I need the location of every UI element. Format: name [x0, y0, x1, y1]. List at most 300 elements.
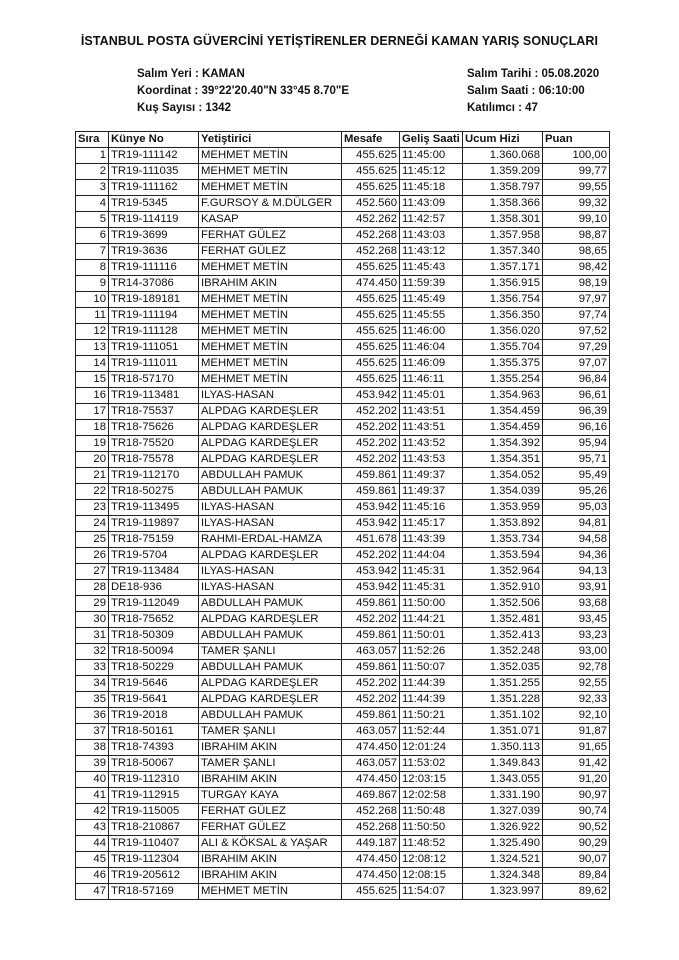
- cell-distance: 455.625: [342, 164, 400, 180]
- table-row: [76, 580, 610, 596]
- cell-points: 92,55: [543, 676, 610, 692]
- cell-points: 90,74: [543, 804, 610, 820]
- cell-rank: 36: [76, 708, 109, 724]
- cell-points: 95,26: [543, 484, 610, 500]
- cell-distance: 452.268: [342, 228, 400, 244]
- cell-speed: 1.354.351: [463, 452, 543, 468]
- cell-ring-no: TR19-112049: [109, 596, 199, 612]
- cell-points: 91,65: [543, 740, 610, 756]
- cell-speed: 1.354.039: [463, 484, 543, 500]
- cell-breeder: MEHMET METİN: [199, 884, 342, 900]
- cell-arrival-time: 11:44:39: [400, 676, 463, 692]
- table-body: [76, 148, 610, 900]
- table-row: [76, 820, 610, 836]
- cell-rank: 30: [76, 612, 109, 628]
- cell-speed: 1.352.481: [463, 612, 543, 628]
- cell-ring-no: TR19-114119: [109, 212, 199, 228]
- cell-rank: 25: [76, 532, 109, 548]
- cell-speed: 1.349.843: [463, 756, 543, 772]
- cell-ring-no: TR18-57170: [109, 372, 199, 388]
- cell-points: 98,65: [543, 244, 610, 260]
- cell-speed: 1.357.171: [463, 260, 543, 276]
- cell-arrival-time: 11:43:03: [400, 228, 463, 244]
- cell-rank: 5: [76, 212, 109, 228]
- cell-ring-no: TR18-74393: [109, 740, 199, 756]
- table-row: [76, 324, 610, 340]
- cell-speed: 1.325.490: [463, 836, 543, 852]
- cell-speed: 1.356.754: [463, 292, 543, 308]
- cell-points: 97,29: [543, 340, 610, 356]
- cell-points: 95,94: [543, 436, 610, 452]
- cell-rank: 43: [76, 820, 109, 836]
- race-info-left: [137, 66, 349, 117]
- cell-speed: 1.326.922: [463, 820, 543, 836]
- cell-rank: 45: [76, 852, 109, 868]
- cell-breeder: MEHMET METİN: [199, 164, 342, 180]
- table-row: [76, 436, 610, 452]
- cell-breeder: ALPDAG KARDEŞLER: [199, 420, 342, 436]
- cell-distance: 459.861: [342, 468, 400, 484]
- cell-points: 95,03: [543, 500, 610, 516]
- cell-rank: 24: [76, 516, 109, 532]
- cell-breeder: IBRAHIM AKIN: [199, 772, 342, 788]
- table-row: [76, 628, 610, 644]
- table-row: [76, 500, 610, 516]
- cell-arrival-time: 11:43:12: [400, 244, 463, 260]
- cell-distance: 452.202: [342, 452, 400, 468]
- cell-arrival-time: 11:42:57: [400, 212, 463, 228]
- table-row: [76, 340, 610, 356]
- table-row: [76, 548, 610, 564]
- table-row: [76, 788, 610, 804]
- table-row: [76, 660, 610, 676]
- cell-breeder: MEHMET METİN: [199, 340, 342, 356]
- cell-rank: 47: [76, 884, 109, 900]
- cell-speed: 1.331.190: [463, 788, 543, 804]
- cell-ring-no: TR19-111142: [109, 148, 199, 164]
- table-row: [76, 564, 610, 580]
- table-row: [76, 356, 610, 372]
- cell-arrival-time: 11:45:43: [400, 260, 463, 276]
- cell-ring-no: TR19-113484: [109, 564, 199, 580]
- cell-breeder: MEHMET METİN: [199, 260, 342, 276]
- cell-arrival-time: 11:43:09: [400, 196, 463, 212]
- cell-breeder: ABDULLAH PAMUK: [199, 484, 342, 500]
- cell-rank: 42: [76, 804, 109, 820]
- cell-rank: 2: [76, 164, 109, 180]
- cell-speed: 1.354.459: [463, 404, 543, 420]
- cell-distance: 474.450: [342, 740, 400, 756]
- cell-breeder: IBRAHIM AKIN: [199, 740, 342, 756]
- cell-speed: 1.327.039: [463, 804, 543, 820]
- cell-ring-no: TR19-111011: [109, 356, 199, 372]
- cell-ring-no: TR19-111128: [109, 324, 199, 340]
- table-row: [76, 596, 610, 612]
- cell-distance: 449.187: [342, 836, 400, 852]
- cell-points: 91,87: [543, 724, 610, 740]
- release-date: Salım Tarihi : 05.08.2020: [467, 68, 600, 80]
- cell-arrival-time: 11:43:39: [400, 532, 463, 548]
- cell-rank: 22: [76, 484, 109, 500]
- cell-distance: 474.450: [342, 276, 400, 292]
- cell-points: 98,19: [543, 276, 610, 292]
- cell-ring-no: TR19-111162: [109, 180, 199, 196]
- release-place: Salım Yeri : KAMAN: [137, 68, 245, 80]
- table-row: [76, 772, 610, 788]
- cell-arrival-time: 11:45:55: [400, 308, 463, 324]
- cell-arrival-time: 11:50:21: [400, 708, 463, 724]
- cell-ring-no: TR19-5345: [109, 196, 199, 212]
- cell-ring-no: TR18-75652: [109, 612, 199, 628]
- cell-ring-no: TR18-57169: [109, 884, 199, 900]
- cell-distance: 474.450: [342, 772, 400, 788]
- cell-points: 90,97: [543, 788, 610, 804]
- cell-ring-no: TR19-111116: [109, 260, 199, 276]
- table-row: [76, 404, 610, 420]
- cell-distance: 455.625: [342, 372, 400, 388]
- table-row: [76, 724, 610, 740]
- cell-distance: 455.625: [342, 884, 400, 900]
- cell-arrival-time: 11:44:39: [400, 692, 463, 708]
- cell-points: 99,77: [543, 164, 610, 180]
- cell-ring-no: TR19-2018: [109, 708, 199, 724]
- cell-distance: 452.262: [342, 212, 400, 228]
- cell-arrival-time: 11:50:07: [400, 660, 463, 676]
- table-row: [76, 644, 610, 660]
- table-row: [76, 148, 610, 164]
- table-row: [76, 196, 610, 212]
- cell-ring-no: TR18-75159: [109, 532, 199, 548]
- cell-ring-no: TR18-50275: [109, 484, 199, 500]
- coordinates: Koordinat : 39°22'20.40"N 33°45 8.70"E: [137, 85, 350, 97]
- cell-rank: 10: [76, 292, 109, 308]
- cell-arrival-time: 11:45:17: [400, 516, 463, 532]
- cell-rank: 33: [76, 660, 109, 676]
- cell-ring-no: TR18-75520: [109, 436, 199, 452]
- cell-ring-no: TR19-115005: [109, 804, 199, 820]
- cell-speed: 1.324.521: [463, 852, 543, 868]
- cell-speed: 1.353.892: [463, 516, 543, 532]
- table-row: [76, 164, 610, 180]
- cell-rank: 7: [76, 244, 109, 260]
- cell-arrival-time: 11:53:02: [400, 756, 463, 772]
- cell-speed: 1.354.392: [463, 436, 543, 452]
- cell-ring-no: TR18-75537: [109, 404, 199, 420]
- cell-arrival-time: 11:45:31: [400, 564, 463, 580]
- cell-breeder: ABDULLAH PAMUK: [199, 468, 342, 484]
- cell-breeder: FERHAT GÜLEZ: [199, 244, 342, 260]
- cell-speed: 1.355.254: [463, 372, 543, 388]
- cell-arrival-time: 11:46:04: [400, 340, 463, 356]
- cell-points: 98,87: [543, 228, 610, 244]
- cell-rank: 28: [76, 580, 109, 596]
- cell-rank: 31: [76, 628, 109, 644]
- cell-ring-no: TR18-210867: [109, 820, 199, 836]
- table-row: [76, 276, 610, 292]
- cell-arrival-time: 11:50:00: [400, 596, 463, 612]
- cell-ring-no: TR19-110407: [109, 836, 199, 852]
- cell-breeder: MEHMET METİN: [199, 308, 342, 324]
- cell-breeder: KASAP: [199, 212, 342, 228]
- cell-breeder: IBRAHIM AKIN: [199, 276, 342, 292]
- cell-arrival-time: 11:43:51: [400, 420, 463, 436]
- cell-distance: 455.625: [342, 292, 400, 308]
- cell-points: 96,84: [543, 372, 610, 388]
- cell-ring-no: TR19-111194: [109, 308, 199, 324]
- cell-points: 92,10: [543, 708, 610, 724]
- table-row: [76, 756, 610, 772]
- cell-breeder: ILYAS-HASAN: [199, 580, 342, 596]
- cell-rank: 39: [76, 756, 109, 772]
- cell-speed: 1.352.248: [463, 644, 543, 660]
- cell-rank: 11: [76, 308, 109, 324]
- cell-breeder: ILYAS-HASAN: [199, 388, 342, 404]
- cell-arrival-time: 12:03:15: [400, 772, 463, 788]
- cell-rank: 17: [76, 404, 109, 420]
- cell-rank: 6: [76, 228, 109, 244]
- cell-arrival-time: 11:45:31: [400, 580, 463, 596]
- cell-distance: 463.057: [342, 644, 400, 660]
- cell-rank: 4: [76, 196, 109, 212]
- cell-ring-no: TR19-113495: [109, 500, 199, 516]
- cell-ring-no: TR19-112170: [109, 468, 199, 484]
- cell-speed: 1.354.052: [463, 468, 543, 484]
- cell-points: 93,00: [543, 644, 610, 660]
- cell-rank: 21: [76, 468, 109, 484]
- cell-points: 96,16: [543, 420, 610, 436]
- cell-arrival-time: 11:59:39: [400, 276, 463, 292]
- cell-distance: 455.625: [342, 180, 400, 196]
- cell-ring-no: TR19-111051: [109, 340, 199, 356]
- cell-speed: 1.350.113: [463, 740, 543, 756]
- table-row: [76, 612, 610, 628]
- cell-points: 92,33: [543, 692, 610, 708]
- table-row: [76, 532, 610, 548]
- cell-rank: 18: [76, 420, 109, 436]
- cell-arrival-time: 11:45:00: [400, 148, 463, 164]
- cell-rank: 9: [76, 276, 109, 292]
- cell-rank: 13: [76, 340, 109, 356]
- cell-speed: 1.360.068: [463, 148, 543, 164]
- cell-breeder: ALPDAG KARDEŞLER: [199, 692, 342, 708]
- cell-rank: 35: [76, 692, 109, 708]
- cell-ring-no: TR18-50229: [109, 660, 199, 676]
- cell-points: 90,07: [543, 852, 610, 868]
- cell-speed: 1.355.704: [463, 340, 543, 356]
- cell-arrival-time: 11:46:00: [400, 324, 463, 340]
- cell-arrival-time: 11:48:52: [400, 836, 463, 852]
- cell-points: 89,62: [543, 884, 610, 900]
- cell-speed: 1.343.055: [463, 772, 543, 788]
- cell-speed: 1.324.348: [463, 868, 543, 884]
- cell-breeder: TAMER ŞANLI: [199, 644, 342, 660]
- cell-points: 92,78: [543, 660, 610, 676]
- cell-breeder: MEHMET METİN: [199, 292, 342, 308]
- cell-rank: 38: [76, 740, 109, 756]
- cell-points: 98,42: [543, 260, 610, 276]
- cell-speed: 1.351.255: [463, 676, 543, 692]
- cell-distance: 451.678: [342, 532, 400, 548]
- cell-points: 97,74: [543, 308, 610, 324]
- cell-breeder: ALPDAG KARDEŞLER: [199, 676, 342, 692]
- results-table: [75, 131, 610, 900]
- cell-breeder: ILYAS-HASAN: [199, 516, 342, 532]
- cell-points: 99,55: [543, 180, 610, 196]
- column-header-speed: Ucum Hizi: [463, 132, 543, 148]
- cell-arrival-time: 11:54:07: [400, 884, 463, 900]
- cell-speed: 1.356.915: [463, 276, 543, 292]
- cell-ring-no: TR18-75578: [109, 452, 199, 468]
- cell-breeder: IBRAHIM AKIN: [199, 852, 342, 868]
- cell-ring-no: TR19-111035: [109, 164, 199, 180]
- cell-points: 94,36: [543, 548, 610, 564]
- cell-distance: 459.861: [342, 484, 400, 500]
- cell-points: 96,61: [543, 388, 610, 404]
- cell-distance: 469.867: [342, 788, 400, 804]
- cell-breeder: TURGAY KAYA: [199, 788, 342, 804]
- cell-ring-no: DE18-936: [109, 580, 199, 596]
- column-header-ring-no: Künye No: [109, 132, 199, 148]
- cell-speed: 1.323.997: [463, 884, 543, 900]
- cell-speed: 1.351.071: [463, 724, 543, 740]
- cell-arrival-time: 12:01:24: [400, 740, 463, 756]
- table-row: [76, 292, 610, 308]
- cell-breeder: FERHAT GÜLEZ: [199, 820, 342, 836]
- cell-breeder: MEHMET METİN: [199, 180, 342, 196]
- cell-breeder: ALPDAG KARDEŞLER: [199, 404, 342, 420]
- cell-rank: 20: [76, 452, 109, 468]
- cell-points: 95,71: [543, 452, 610, 468]
- cell-distance: 452.268: [342, 244, 400, 260]
- table-row: [76, 740, 610, 756]
- cell-breeder: ALPDAG KARDEŞLER: [199, 436, 342, 452]
- cell-distance: 455.625: [342, 148, 400, 164]
- cell-breeder: ALPDAG KARDEŞLER: [199, 548, 342, 564]
- cell-rank: 44: [76, 836, 109, 852]
- table-row: [76, 388, 610, 404]
- table-row: [76, 836, 610, 852]
- cell-arrival-time: 11:43:52: [400, 436, 463, 452]
- cell-points: 96,39: [543, 404, 610, 420]
- cell-distance: 453.942: [342, 388, 400, 404]
- cell-points: 94,13: [543, 564, 610, 580]
- cell-distance: 452.202: [342, 404, 400, 420]
- cell-points: 97,07: [543, 356, 610, 372]
- cell-points: 94,81: [543, 516, 610, 532]
- cell-speed: 1.351.102: [463, 708, 543, 724]
- cell-distance: 459.861: [342, 708, 400, 724]
- cell-arrival-time: 11:45:12: [400, 164, 463, 180]
- cell-breeder: MEHMET METİN: [199, 324, 342, 340]
- cell-points: 97,97: [543, 292, 610, 308]
- cell-distance: 455.625: [342, 340, 400, 356]
- cell-distance: 453.942: [342, 580, 400, 596]
- cell-points: 91,20: [543, 772, 610, 788]
- cell-breeder: F.GURSOY & M.DÜLGER: [199, 196, 342, 212]
- cell-breeder: RAHMI-ERDAL-HAMZA: [199, 532, 342, 548]
- page-title: İSTANBUL POSTA GÜVERCİNİ YETİŞTİRENLER DERNEĞİ KAMAN YARIŞ SONUÇLARI: [80, 34, 599, 48]
- cell-breeder: FERHAT GÜLEZ: [199, 228, 342, 244]
- table-row: [76, 884, 610, 900]
- cell-rank: 1: [76, 148, 109, 164]
- cell-breeder: TAMER ŞANLI: [199, 724, 342, 740]
- cell-breeder: ABDULLAH PAMUK: [199, 628, 342, 644]
- cell-breeder: MEHMET METİN: [199, 148, 342, 164]
- cell-ring-no: TR19-205612: [109, 868, 199, 884]
- cell-distance: 452.268: [342, 820, 400, 836]
- cell-speed: 1.352.035: [463, 660, 543, 676]
- cell-breeder: ALI & KÖKSAL & YAŞAR: [199, 836, 342, 852]
- cell-ring-no: TR19-5704: [109, 548, 199, 564]
- cell-speed: 1.358.797: [463, 180, 543, 196]
- table-row: [76, 804, 610, 820]
- cell-breeder: FERHAT GÜLEZ: [199, 804, 342, 820]
- cell-breeder: TAMER ŞANLI: [199, 756, 342, 772]
- cell-arrival-time: 11:45:16: [400, 500, 463, 516]
- cell-breeder: MEHMET METİN: [199, 372, 342, 388]
- cell-points: 93,68: [543, 596, 610, 612]
- cell-points: 93,23: [543, 628, 610, 644]
- cell-rank: 40: [76, 772, 109, 788]
- cell-ring-no: TR19-3699: [109, 228, 199, 244]
- cell-ring-no: TR19-119897: [109, 516, 199, 532]
- cell-ring-no: TR18-50161: [109, 724, 199, 740]
- cell-arrival-time: 12:08:15: [400, 868, 463, 884]
- cell-rank: 26: [76, 548, 109, 564]
- cell-points: 94,58: [543, 532, 610, 548]
- cell-rank: 16: [76, 388, 109, 404]
- cell-distance: 452.202: [342, 676, 400, 692]
- column-header-arrival-time: Geliş Saati: [400, 132, 463, 148]
- cell-speed: 1.354.459: [463, 420, 543, 436]
- cell-distance: 452.268: [342, 804, 400, 820]
- table-row: [76, 468, 610, 484]
- cell-rank: 3: [76, 180, 109, 196]
- cell-ring-no: TR19-112915: [109, 788, 199, 804]
- table-row: [76, 372, 610, 388]
- cell-distance: 453.942: [342, 564, 400, 580]
- cell-rank: 12: [76, 324, 109, 340]
- cell-ring-no: TR19-189181: [109, 292, 199, 308]
- cell-arrival-time: 11:46:11: [400, 372, 463, 388]
- cell-arrival-time: 11:52:26: [400, 644, 463, 660]
- cell-points: 99,10: [543, 212, 610, 228]
- table-row: [76, 852, 610, 868]
- cell-rank: 27: [76, 564, 109, 580]
- cell-ring-no: TR19-3636: [109, 244, 199, 260]
- table-row: [76, 212, 610, 228]
- cell-arrival-time: 11:43:53: [400, 452, 463, 468]
- cell-distance: 455.625: [342, 260, 400, 276]
- cell-points: 90,52: [543, 820, 610, 836]
- cell-rank: 15: [76, 372, 109, 388]
- cell-arrival-time: 11:50:50: [400, 820, 463, 836]
- participant-count: Katılımcı : 47: [467, 102, 538, 114]
- cell-speed: 1.358.366: [463, 196, 543, 212]
- cell-rank: 8: [76, 260, 109, 276]
- table-row: [76, 420, 610, 436]
- cell-breeder: ALPDAG KARDEŞLER: [199, 452, 342, 468]
- cell-points: 91,42: [543, 756, 610, 772]
- cell-distance: 452.560: [342, 196, 400, 212]
- table-row: [76, 180, 610, 196]
- cell-breeder: IBRAHIM AKIN: [199, 868, 342, 884]
- table-row: [76, 868, 610, 884]
- table-header-row: [76, 132, 610, 148]
- cell-arrival-time: 12:02:58: [400, 788, 463, 804]
- cell-points: 89,84: [543, 868, 610, 884]
- cell-arrival-time: 11:52:44: [400, 724, 463, 740]
